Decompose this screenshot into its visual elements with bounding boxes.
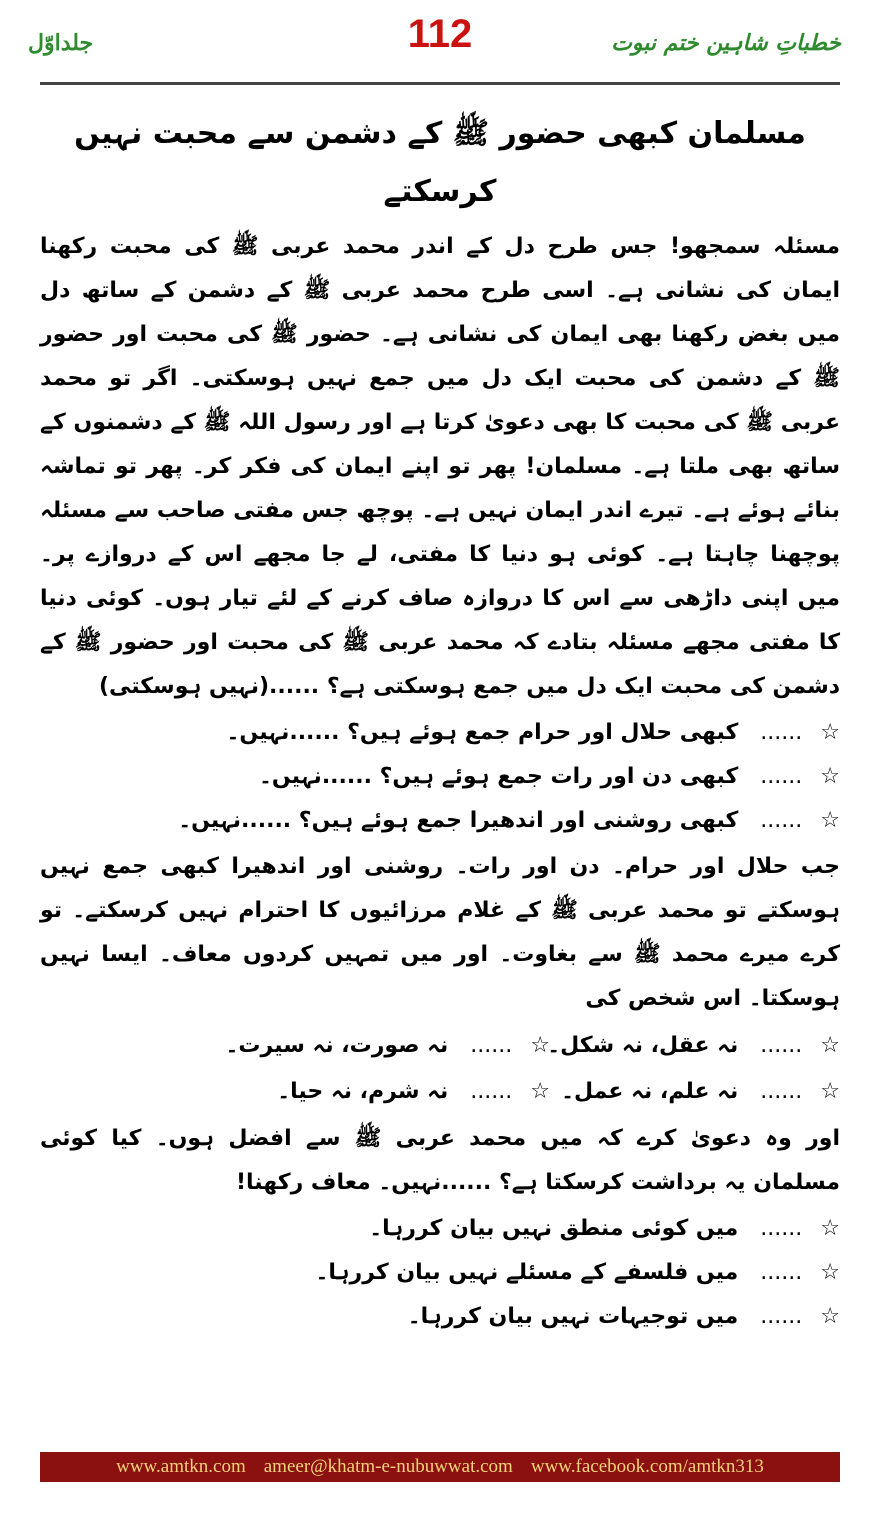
dots-leader: ...... (760, 1216, 803, 1241)
star-icon: ☆ (820, 764, 840, 789)
attribute-text: نہ علم، نہ عمل۔ (561, 1079, 739, 1104)
page-footer (40, 1452, 840, 1482)
dots-leader: ...... (760, 1033, 803, 1058)
page-header (0, 0, 881, 80)
star-icon: ☆ (820, 1033, 840, 1058)
facebook-link[interactable]: www.facebook.com/amtkn313 (530, 1456, 764, 1477)
question-text: کبھی دن اور رات جمع ہوئے ہیں؟ ......نہیں۔ (259, 764, 739, 789)
dots-leader: ...... (470, 1033, 513, 1058)
page-number: 112 (407, 12, 473, 56)
dots-leader: ...... (760, 1079, 803, 1104)
star-icon: ☆ (820, 1216, 840, 1241)
star-icon: ☆ (530, 1079, 550, 1104)
volume-label: جلداوّل (28, 30, 94, 56)
statement-text: میں فلسفے کے مسئلے نہیں بیان کررہا۔ (315, 1260, 739, 1285)
statement-list (40, 1207, 840, 1339)
dots-leader: ...... (760, 808, 803, 833)
list-item (130, 1295, 840, 1339)
list-item (130, 1207, 840, 1251)
grid-cell (260, 1069, 550, 1115)
list-item (130, 1251, 840, 1295)
book-title: خطباتِ شاہین ختم نبوت (611, 30, 841, 56)
attribute-text: نہ صورت، نہ سیرت۔ (225, 1033, 449, 1058)
dots-leader: ...... (760, 764, 803, 789)
question-text: کبھی روشنی اور اندھیرا جمع ہوئے ہیں؟ ......نہیں۔ (178, 808, 739, 833)
star-icon: ☆ (820, 1079, 840, 1104)
question-text: کبھی حلال اور حرام جمع ہوئے ہیں؟ ......نہیں۔ (226, 720, 739, 745)
star-icon: ☆ (820, 1304, 840, 1329)
attribute-grid (40, 1023, 840, 1115)
page-content (40, 105, 840, 1341)
dots-leader: ...... (470, 1079, 513, 1104)
grid-row (130, 1069, 840, 1115)
dots-leader: ...... (760, 1260, 803, 1285)
header-divider (40, 82, 840, 85)
statement-text: میں توجیہات نہیں بیان کررہا۔ (407, 1304, 739, 1329)
list-item (130, 799, 840, 843)
star-icon: ☆ (530, 1033, 550, 1058)
paragraph-2: جب حلال اور حرام۔ دن اور رات۔ روشنی اور اندھیرا کبھی جمع نہیں ہوسکتے تو محمد عربی ﷺ کے غلام مرزائیوں کا احترام نہیں کرسکتے۔ تو کرے میرے محمد ﷺ سے بغاوت۔ اور میں تمہیں کردوں معاف۔ ایسا نہیں ہوسکتا۔ اس شخص کی (40, 854, 840, 1011)
star-icon: ☆ (820, 808, 840, 833)
attribute-text: نہ عقل، نہ شکل۔ (547, 1033, 739, 1058)
section-title: مسلمان کبھی حضور ﷺ کے دشمن سے محبت نہیں کرسکتے (74, 116, 806, 209)
star-icon: ☆ (820, 1260, 840, 1285)
paragraph-1: مسئلہ سمجھو! جس طرح دل کے اندر محمد عربی ﷺ کی محبت رکھنا ایمان کی نشانی ہے۔ اسی طرح محمد عربی ﷺ کے دشمن کے ساتھ دل میں بغض رکھنا بھی ایمان کی نشانی ہے۔ حضور ﷺ کی محبت اور حضور ﷺ کے دشمن کی محبت ایک دل میں جمع نہیں ہوسکتی۔ اگر تو محمد عربی ﷺ کی محبت کا بھی دعویٰ کرتا ہے اور رسول اللہ ﷺ کے دشمنوں کے ساتھ بھی ملتا ہے۔ مسلمان! پھر تو اپنے ایمان کی فکر کر۔ پھر تو تماشہ بنائے ہوئے ہے۔ تیرے اندر ایمان نہیں ہے۔ پوچھ جس مفتی صاحب سے مسئلہ پوچھنا چاہتا ہے۔ کوئی ہو دنیا کا مفتی، لے جا مجھے اس کے دروازے پر۔ میں اپنی داڑھی سے اس کا دروازہ صاف کرنے کے لئے تیار ہوں۔ کوئی دنیا کا مفتی مجھے مسئلہ بتادے کہ محمد عربی ﷺ کی محبت اور حضور ﷺ کے دشمن کی محبت ایک دل میں جمع ہوسکتی ہے؟ ......(نہیں ہوسکتی) (40, 234, 841, 699)
grid-cell (225, 1023, 550, 1069)
star-icon: ☆ (820, 720, 840, 745)
dots-leader: ...... (760, 1304, 803, 1329)
attribute-text: نہ شرم، نہ حیا۔ (277, 1079, 449, 1104)
list-item (130, 711, 840, 755)
question-list (40, 711, 840, 843)
grid-cell (550, 1069, 840, 1115)
statement-text: میں کوئی منطق نہیں بیان کررہا۔ (369, 1216, 739, 1241)
email-link[interactable]: ameer@khatm-e-nubuwwat.com (263, 1456, 513, 1477)
website-link[interactable]: www.amtkn.com (116, 1456, 246, 1477)
dots-leader: ...... (760, 720, 803, 745)
grid-cell (547, 1023, 840, 1069)
list-item (130, 755, 840, 799)
paragraph-3: اور وہ دعویٰ کرے کہ میں محمد عربی ﷺ سے افضل ہوں۔ کیا کوئی مسلمان یہ برداشت کرسکتا ہے؟ ......نہیں۔ معاف رکھنا! (40, 1126, 840, 1195)
grid-row (130, 1023, 840, 1069)
